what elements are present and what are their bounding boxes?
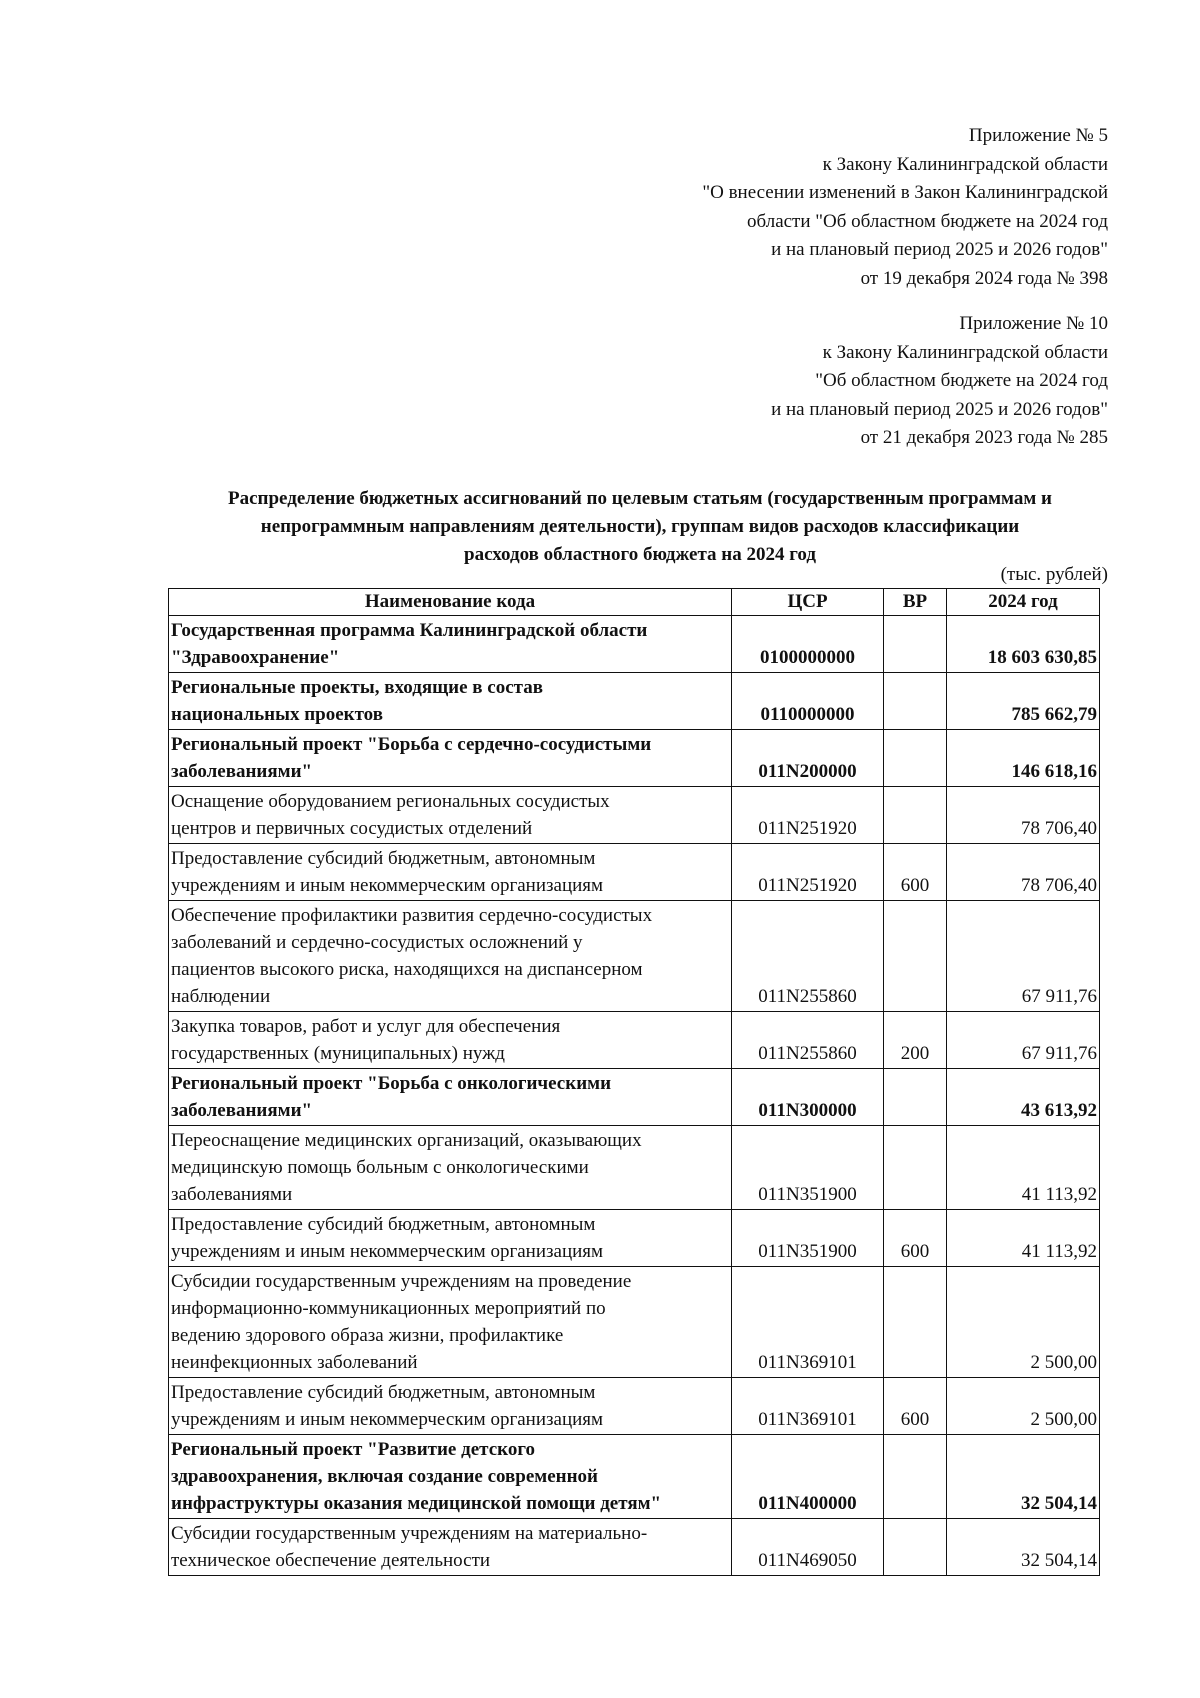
table-row xyxy=(169,1378,1100,1435)
appendix-line: к Закону Калининградской области xyxy=(822,341,1108,363)
cell-name-line: Предоставление субсидий бюджетным, автономным xyxy=(171,848,596,869)
cell-csr: 0110000000 xyxy=(732,673,884,730)
cell-name xyxy=(169,1126,732,1210)
cell-vr xyxy=(884,1069,947,1126)
cell-name-line: Субсидии государственным учреждениям на материально- xyxy=(171,1523,648,1544)
cell-name-line: Региональный проект "Борьба с сердечно-сосудистыми xyxy=(171,734,652,755)
table-row xyxy=(169,844,1100,901)
appendix-line: Приложение № 5 xyxy=(968,125,1108,146)
appendix-line: "О внесении изменений в Закон Калининградской xyxy=(702,182,1108,203)
cell-name-line: заболеваниями xyxy=(171,1184,293,1205)
cell-vr xyxy=(884,1267,947,1378)
cell-name-line: Обеспечение профилактики развития сердечно-сосудистых xyxy=(171,905,653,926)
appendix-10-header xyxy=(771,310,1108,453)
cell-name-line: "Здравоохранение" xyxy=(171,647,340,668)
cell-name-line: заболеваний и сердечно-сосудистых осложнений у xyxy=(171,932,583,953)
cell-name-line: учреждениям и иным некоммерческим организациям xyxy=(171,875,604,896)
appendix-line: области "Об областном бюджете на 2024 год xyxy=(747,210,1108,232)
cell-sum: 43 613,92 xyxy=(947,1069,1100,1126)
appendix-line: от 21 декабря 2023 года № 285 xyxy=(860,427,1108,448)
cell-csr: 011N351900 xyxy=(732,1126,884,1210)
table-row xyxy=(169,1519,1100,1576)
cell-name-line: информационно-коммуникационных мероприятий по xyxy=(171,1298,606,1319)
cell-name-line: центров и первичных сосудистых отделений xyxy=(171,818,533,839)
title-line: непрограммным направлениям деятельности), группам видов расходов классификации xyxy=(260,516,1020,537)
table-row xyxy=(169,1435,1100,1519)
cell-sum: 32 504,14 xyxy=(947,1435,1100,1519)
cell-name-line: государственных (муниципальных) нужд xyxy=(171,1043,505,1064)
cell-name xyxy=(169,1267,732,1378)
cell-name-line: наблюдении xyxy=(171,986,271,1007)
cell-csr: 011N255860 xyxy=(732,1012,884,1069)
cell-name-line: Предоставление субсидий бюджетным, автономным xyxy=(171,1382,596,1403)
cell-name-line: инфраструктуры оказания медицинской помощи детям" xyxy=(171,1493,662,1514)
cell-name-line: Закупка товаров, работ и услуг для обеспечения xyxy=(171,1016,561,1037)
cell-name-line: пациентов высокого риска, находящихся на диспансерном xyxy=(171,959,643,980)
cell-name-line: ведению здорового образа жизни, профилактике xyxy=(171,1325,564,1346)
cell-name-line: Региональные проекты, входящие в состав xyxy=(171,677,543,698)
cell-sum: 785 662,79 xyxy=(947,673,1100,730)
table-row xyxy=(169,1126,1100,1210)
cell-name-line: национальных проектов xyxy=(171,704,383,725)
header-name: Наименование кода xyxy=(169,589,732,616)
header-vr: ВР xyxy=(884,589,947,616)
cell-name xyxy=(169,1012,732,1069)
cell-sum: 41 113,92 xyxy=(947,1210,1100,1267)
cell-name xyxy=(169,787,732,844)
table-row xyxy=(169,1069,1100,1126)
cell-name-line: заболеваниями" xyxy=(171,761,313,782)
units-label: (тыс. рублей) xyxy=(1000,564,1108,585)
table-row xyxy=(169,616,1100,673)
cell-vr: 600 xyxy=(884,1210,947,1267)
title-line: Распределение бюджетных ассигнований по целевым статьям (государственным программам и xyxy=(227,488,1053,509)
cell-sum: 67 911,76 xyxy=(947,1012,1100,1069)
cell-name-line: учреждениям и иным некоммерческим организациям xyxy=(171,1241,604,1262)
header-year: 2024 год xyxy=(947,589,1100,616)
cell-csr: 011N369101 xyxy=(732,1267,884,1378)
appendix-line: и на плановый период 2025 и 2026 годов" xyxy=(771,398,1108,420)
cell-name-line: Региональный проект "Борьба с онкологическими xyxy=(171,1073,612,1094)
cell-name xyxy=(169,1210,732,1267)
table-row xyxy=(169,730,1100,787)
cell-vr xyxy=(884,616,947,673)
table-row xyxy=(169,673,1100,730)
cell-vr xyxy=(884,673,947,730)
cell-sum: 2 500,00 xyxy=(947,1378,1100,1435)
cell-name xyxy=(169,730,732,787)
title-line: расходов областного бюджета на 2024 год xyxy=(464,544,816,565)
cell-name xyxy=(169,616,732,673)
cell-name xyxy=(169,673,732,730)
table-row xyxy=(169,1012,1100,1069)
header-csr: ЦСР xyxy=(732,589,884,616)
cell-csr: 011N300000 xyxy=(732,1069,884,1126)
cell-vr: 600 xyxy=(884,1378,947,1435)
cell-sum: 67 911,76 xyxy=(947,901,1100,1012)
cell-sum: 41 113,92 xyxy=(947,1126,1100,1210)
appendix-5-header xyxy=(702,122,1108,293)
cell-vr xyxy=(884,787,947,844)
cell-name-line: здравоохранения, включая создание современной xyxy=(171,1466,599,1487)
cell-name xyxy=(169,1069,732,1126)
cell-name xyxy=(169,1435,732,1519)
cell-sum: 78 706,40 xyxy=(947,787,1100,844)
cell-name-line: Предоставление субсидий бюджетным, автономным xyxy=(171,1214,596,1235)
cell-name-line: Государственная программа Калининградской области xyxy=(171,620,648,641)
cell-sum: 2 500,00 xyxy=(947,1267,1100,1378)
cell-vr: 200 xyxy=(884,1012,947,1069)
table-row xyxy=(169,787,1100,844)
cell-name xyxy=(169,901,732,1012)
cell-csr: 011N351900 xyxy=(732,1210,884,1267)
cell-name-line: Субсидии государственным учреждениям на проведение xyxy=(171,1271,632,1292)
appendix-line: Приложение № 10 xyxy=(959,313,1108,334)
cell-vr xyxy=(884,901,947,1012)
cell-vr: 600 xyxy=(884,844,947,901)
cell-name xyxy=(169,1519,732,1576)
cell-sum: 146 618,16 xyxy=(947,730,1100,787)
cell-name-line: медицинскую помощь больным с онкологическими xyxy=(171,1157,589,1178)
appendix-line: к Закону Калининградской области xyxy=(822,153,1108,175)
cell-vr xyxy=(884,1519,947,1576)
cell-sum: 78 706,40 xyxy=(947,844,1100,901)
cell-csr: 011N255860 xyxy=(732,901,884,1012)
cell-csr: 011N251920 xyxy=(732,787,884,844)
appendix-line: "Об областном бюджете на 2024 год xyxy=(815,370,1108,391)
cell-sum: 18 603 630,85 xyxy=(947,616,1100,673)
table-header-row xyxy=(169,589,1100,616)
appendix-line: и на плановый период 2025 и 2026 годов" xyxy=(771,239,1108,260)
cell-csr: 011N369101 xyxy=(732,1378,884,1435)
cell-vr xyxy=(884,730,947,787)
table-row xyxy=(169,1267,1100,1378)
cell-name-line: неинфекционных заболеваний xyxy=(171,1352,418,1373)
cell-vr xyxy=(884,1435,947,1519)
cell-sum: 32 504,14 xyxy=(947,1519,1100,1576)
cell-name xyxy=(169,1378,732,1435)
table-row xyxy=(169,1210,1100,1267)
cell-name-line: заболеваниями" xyxy=(171,1100,313,1121)
budget-table xyxy=(168,588,1100,1576)
cell-csr: 011N200000 xyxy=(732,730,884,787)
cell-csr: 0100000000 xyxy=(732,616,884,673)
cell-name-line: Переоснащение медицинских организаций, оказывающих xyxy=(171,1130,642,1151)
appendix-line: от 19 декабря 2024 года № 398 xyxy=(860,267,1108,289)
cell-csr: 011N400000 xyxy=(732,1435,884,1519)
document-title xyxy=(150,485,1130,569)
cell-name-line: учреждениям и иным некоммерческим организациям xyxy=(171,1409,604,1430)
cell-csr: 011N251920 xyxy=(732,844,884,901)
table-row xyxy=(169,901,1100,1012)
cell-name-line: техническое обеспечение деятельности xyxy=(171,1550,491,1571)
cell-csr: 011N469050 xyxy=(732,1519,884,1576)
cell-name-line: Оснащение оборудованием региональных сосудистых xyxy=(171,791,610,812)
cell-name xyxy=(169,844,732,901)
cell-name-line: Региональный проект "Развитие детского xyxy=(171,1439,535,1460)
cell-vr xyxy=(884,1126,947,1210)
